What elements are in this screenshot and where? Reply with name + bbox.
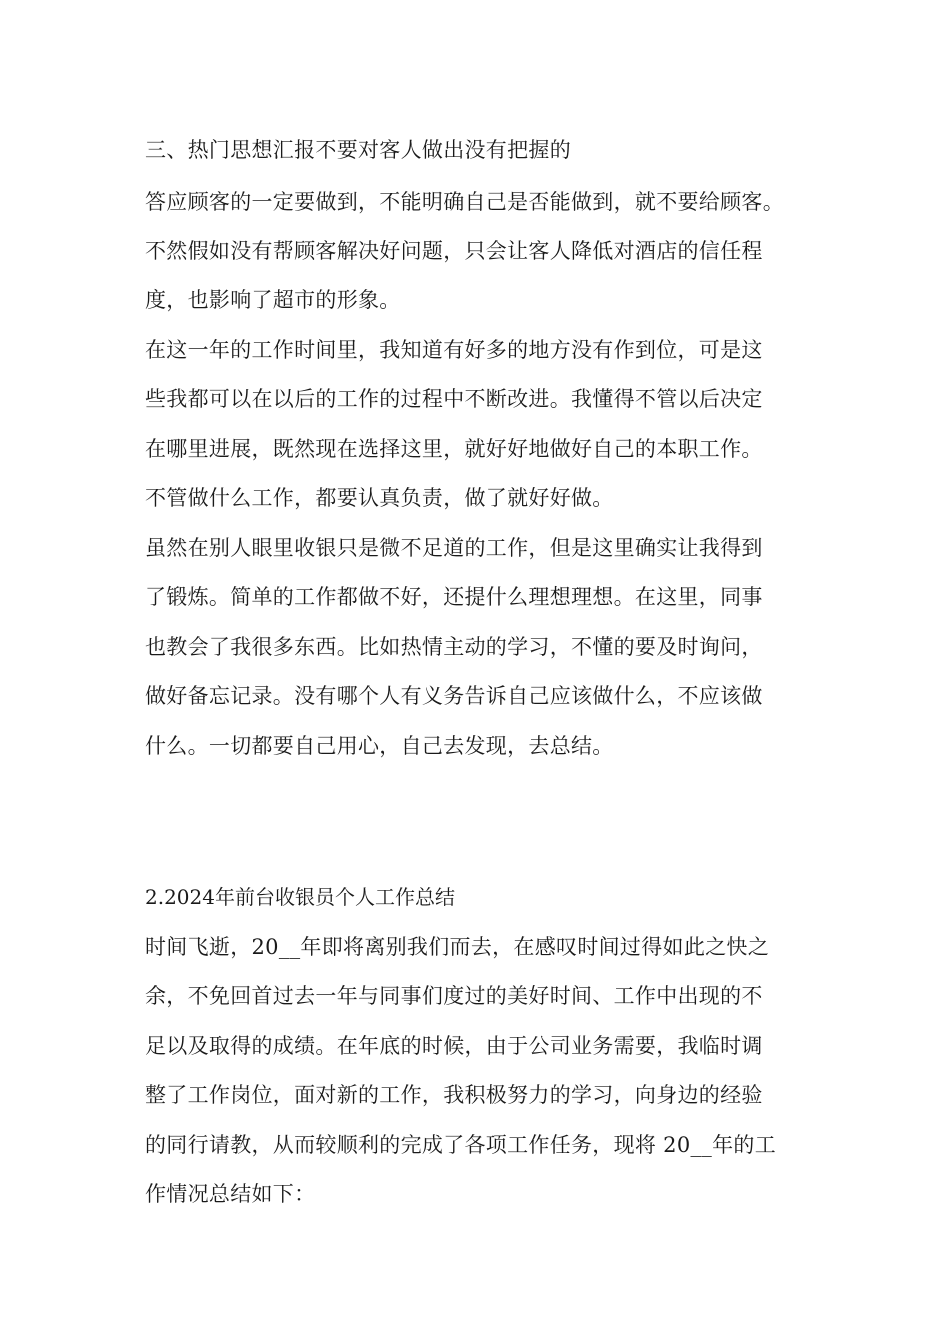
paragraph-line: 做好备忘记录。没有哪个人有义务告诉自己应该做什么，不应该做 [145, 684, 763, 708]
paragraph-line: 余，不免回首过去一年与同事们度过的美好时间、工作中出现的不 [145, 984, 763, 1008]
paragraph-line: 整了工作岗位，面对新的工作，我积极努力的学习，向身边的经验 [145, 1083, 763, 1107]
paragraph-line: 虽然在别人眼里收银只是微不足道的工作，但是这里确实让我得到 [145, 536, 763, 560]
paragraph-line: 在这一年的工作时间里，我知道有好多的地方没有作到位，可是这 [145, 338, 763, 362]
paragraph-line: 了锻炼。简单的工作都做不好，还提什么理想理想。在这里，同事 [145, 585, 763, 609]
paragraph-line: 答应顾客的一定要做到，不能明确自己是否能做到，就不要给顾客。 [145, 190, 784, 214]
section-heading: 三、热门思想汇报不要对客人做出没有把握的 [145, 138, 571, 162]
section-title: 2.2024年前台收银员个人工作总结 [145, 885, 455, 909]
paragraph-line: 什么。一切都要自己用心，自己去发现，去总结。 [145, 734, 614, 758]
paragraph-line: 不管做什么工作，都要认真负责，做了就好好做。 [145, 486, 614, 510]
paragraph-line: 些我都可以在以后的工作的过程中不断改进。我懂得不管以后决定 [145, 387, 763, 411]
paragraph-line: 在哪里进展，既然现在选择这里，就好好地做好自己的本职工作。 [145, 437, 763, 461]
paragraph-line: 作情况总结如下： [145, 1182, 316, 1206]
paragraph-line: 时间飞逝，20__年即将离别我们而去，在感叹时间过得如此之快之 [145, 935, 770, 959]
paragraph-line: 不然假如没有帮顾客解决好问题，只会让客人降低对酒店的信任程 [145, 239, 763, 263]
paragraph-line: 也教会了我很多东西。比如热情主动的学习，不懂的要及时询问， [145, 635, 763, 659]
paragraph-line: 的同行请教，从而较顺利的完成了各项工作任务，现将 20__年的工 [145, 1133, 776, 1157]
paragraph-line: 度，也影响了超市的形象。 [145, 288, 401, 312]
paragraph-line: 足以及取得的成绩。在年底的时候，由于公司业务需要，我临时调 [145, 1034, 763, 1058]
